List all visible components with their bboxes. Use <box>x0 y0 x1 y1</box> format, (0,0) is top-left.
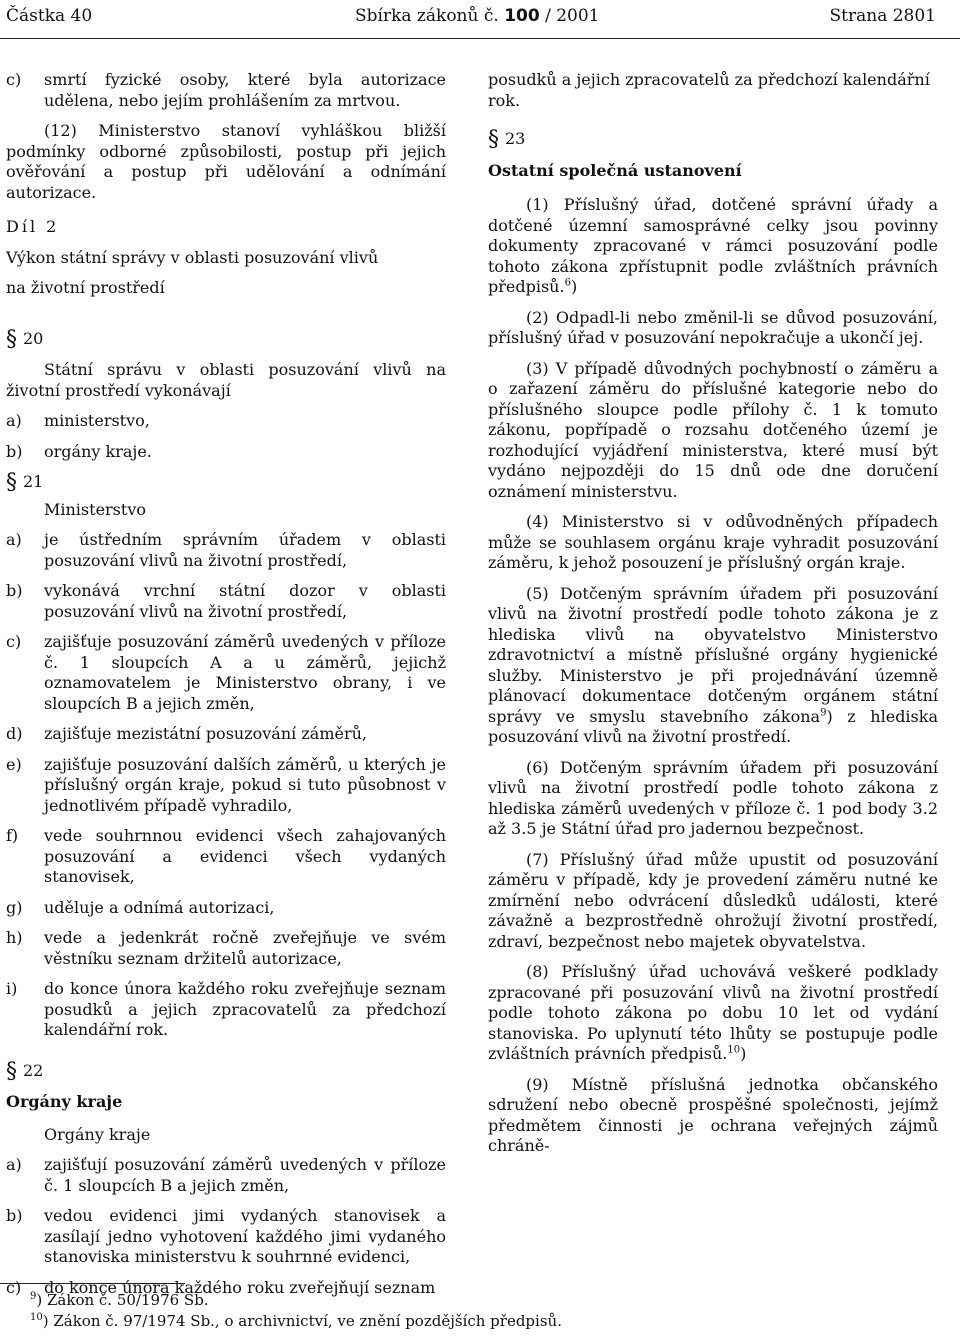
item-text: je ústředním správním úřadem v oblasti posuzování vlivů na životní prostředí, <box>44 530 446 570</box>
item-text: vede souhrnnou evidenci všech zahajovaných posuzování a evidenci všech vydaných stanovisek, <box>44 826 446 886</box>
item-label: e) <box>6 754 22 774</box>
item-label: c) <box>6 70 22 89</box>
page-header <box>0 0 960 30</box>
item-label: f) <box>6 826 19 845</box>
section-22-heading <box>6 1058 446 1084</box>
list-item <box>6 581 446 622</box>
paragraph-5-tail: ) z hlediska posuzování vlivů na životní prostředí. <box>488 706 938 746</box>
paragraph-1-tail: ) <box>570 277 578 296</box>
section-23-title: Ostatní společná ustanovení <box>488 160 742 180</box>
item-label: d) <box>6 724 23 743</box>
section-symbol: § <box>6 470 17 495</box>
item-text: smrtí fyzické osoby, které byla autorizace udělena, nebo jejím prohlášením za mrtvou. <box>44 70 446 110</box>
section-21-intro: Ministerstvo <box>44 499 146 519</box>
list-item <box>6 632 446 714</box>
paragraph-9: (9) Místně příslušná jednotka občanského sdružení nebo obecně prospěšné společnosti, jejímž předmětem činnosti je ochrana veřejných zájmů chráně- <box>488 1074 938 1155</box>
section-number: 22 <box>23 1060 44 1080</box>
item-label: b) <box>6 581 23 600</box>
part-subtitle-line2: na životní prostředí <box>6 278 165 297</box>
collection-title <box>355 6 600 26</box>
issue-number: Částka 40 <box>6 6 93 26</box>
footnotes <box>30 1290 562 1332</box>
footnote-ref: 6 <box>564 277 571 289</box>
paragraph-6: (6) Dotčeným správním úřadem při posuzování vlivů na životní prostředí podle tohoto zákona z hlediska záměrů uvedených v příloze č. 1 pod body 3.2 až 3.5 je Státní úřad pro jadernou bezpečnost. <box>488 757 938 838</box>
paragraph-5-text: (5) Dotčeným správním úřadem při posuzování vlivů na životní prostředí podle tohoto zákona je z hlediska vlivů na obyvatelstvo Ministerstvo zdravotnictví a místně příslušné orgány hygienické služby. Ministerstvo je při projednávání územně plánovací dokumentace dotčeným orgánem státní správy ve smyslu stavebního zákona <box>488 583 938 726</box>
collection-year: / 2001 <box>539 6 600 26</box>
list-item <box>6 1206 446 1268</box>
item-text: vedou evidenci jimi vydaných stanovisek a zasílají jedno vyhotovení každého jimi vydaného stanoviska ministerstvu k souhrnné evidenci, <box>44 1206 446 1266</box>
section-number: 21 <box>23 472 44 491</box>
paragraph-1 <box>488 195 938 298</box>
part-subtitle-line1: Výkon státní správy v oblasti posuzování vlivů <box>6 247 379 267</box>
section-number: 23 <box>505 129 526 148</box>
header-divider <box>0 38 960 39</box>
part-title: Díl 2 <box>6 217 60 236</box>
item-label: c) <box>6 1277 22 1297</box>
paragraph-5 <box>488 584 938 748</box>
item-label: a) <box>6 530 22 549</box>
list-item <box>6 826 446 888</box>
list-item <box>6 1155 446 1196</box>
item-label: i) <box>6 979 18 998</box>
collection-prefix: Sbírka zákonů č. <box>355 6 505 26</box>
item-label: c) <box>6 632 22 651</box>
item-label: h) <box>6 928 23 947</box>
paragraph-8 <box>488 962 938 1065</box>
item-label: g) <box>6 897 23 917</box>
footnote-text: ) Zákon č. 50/1976 Sb. <box>36 1291 209 1309</box>
section-symbol: § <box>6 326 17 352</box>
item-text: zajišťují posuzování záměrů uvedených v příloze č. 1 sloupcích B a jejich změn, <box>44 1155 446 1195</box>
list-item <box>6 411 446 432</box>
footnote-ref: 9 <box>820 707 827 719</box>
continued-text: posudků a jejich zpracovatelů za předchozí kalendářní rok. <box>488 70 930 110</box>
section-symbol: § <box>6 1058 17 1084</box>
footnote-10 <box>30 1311 562 1332</box>
item-text: zajišťuje mezistátní posuzování záměrů, <box>44 724 367 743</box>
item-text: ministerstvo, <box>44 411 150 430</box>
left-column <box>6 70 446 1308</box>
section-number: 20 <box>23 328 44 348</box>
paragraph-4: (4) Ministerstvo si v odůvodněných případech může se souhlasem orgánu kraje vyhradit posuzování záměru, k jehož posouzení je příslušný orgán kraje. <box>488 512 938 572</box>
list-item <box>6 530 446 571</box>
item-label: a) <box>6 411 22 430</box>
section-20-heading <box>6 326 446 352</box>
footnote-number: 10 <box>30 1312 43 1323</box>
item-text: vede a jedenkrát ročně zveřejňuje ve svém věstníku seznam držitelů autorizace, <box>44 928 446 968</box>
item-text: orgány kraje. <box>44 441 152 461</box>
item-text: zajišťuje posuzování dalších záměrů, u kterých je příslušný orgán kraje, pokud si tuto působnost v jednotlivém případě vyhradilo, <box>44 754 446 815</box>
collection-number: 100 <box>504 6 540 26</box>
item-label: b) <box>6 441 23 461</box>
list-item <box>6 724 446 745</box>
section-21-heading <box>6 472 446 494</box>
item-text: do konce února každého roku zveřejňuje seznam posudků a jejich zpracovatelů za předchozí kalendářní rok. <box>44 979 446 1039</box>
paragraph-2: (2) Odpadl-li nebo změnil-li se důvod posuzování, příslušný úřad v posuzování nepokračuje a ukončí jej. <box>488 307 938 347</box>
paragraph-8-text: (8) Příslušný úřad uchovává veškeré podklady zpracované při posuzování vlivů na životní prostředí podle tohoto zákona po dobu 10 let od vydání stanoviska. Po uplynutí této lhůty se postupuje podle zvláštních právních předpisů. <box>488 962 938 1063</box>
section-symbol: § <box>488 127 499 152</box>
item-label: b) <box>6 1206 23 1225</box>
item-label: a) <box>6 1155 22 1174</box>
paragraph-8-tail: ) <box>740 1044 747 1063</box>
list-item <box>6 755 446 817</box>
list-item <box>6 979 446 1041</box>
item-text: vykonává vrchní státní dozor v oblasti posuzování vlivů na životní prostředí, <box>44 581 446 621</box>
section-23-heading <box>488 129 938 151</box>
paragraph-1-text: (1) Příslušný úřad, dotčené správní úřady a dotčené územní samosprávné celky jsou povinny dokumenty zpracované v rámci posuzování podle tohoto zákona zpřístupnit podle zvláštních právních předpisů. <box>488 195 938 296</box>
footnote-ref: 10 <box>727 1044 741 1056</box>
right-column <box>488 70 938 1167</box>
section-22-intro: Orgány kraje <box>44 1124 151 1144</box>
item-text: uděluje a odnímá autorizaci, <box>44 897 275 917</box>
section-22-title: Orgány kraje <box>6 1092 123 1111</box>
list-item <box>6 442 446 463</box>
list-item <box>6 70 446 111</box>
footnote-number: 9 <box>30 1291 37 1302</box>
list-item <box>6 898 446 919</box>
item-text: zajišťuje posuzování záměrů uvedených v příloze č. 1 sloupcích A a u záměrů, jejichž oznamovatelem je Ministerstvo obrany, i ve sloupcích B a jejich změn, <box>44 632 446 713</box>
footnote-text: ) Zákon č. 97/1974 Sb., o archivnictví, ve znění pozdějších předpisů. <box>42 1312 562 1330</box>
footnote-divider <box>0 1283 185 1284</box>
page-number: Strana 2801 <box>829 6 936 26</box>
footnote-9 <box>30 1290 562 1311</box>
paragraph-7: (7) Příslušný úřad může upustit od posuzování záměru v případě, kdy je provedení záměru nutné ke zmírnění nebo odvrácení důsledků události, které závažně a bezprostředně ohrožují životní prostředí, zdraví, bezpečnost nebo majetek obyvatelstva. <box>488 849 938 951</box>
item-text: do konce února každého roku zveřejňují seznam <box>44 1277 436 1297</box>
section-20-intro: Státní správu v oblasti posuzování vlivů na životní prostředí vykonávají <box>6 360 446 400</box>
paragraph-3: (3) V případě důvodných pochybností o záměru a o zařazení záměru do příslušné kategorie nebo do příslušného sloupce podle přílohy č. 1 k tomuto zákonu, popřípadě o rozsahu dotčeného území je rozhodující vyjádření ministerstva, které musí být vydáno nejpozději do 15 dnů ode dne doručení oznámení ministerstvu. <box>488 358 938 501</box>
list-item <box>6 928 446 969</box>
paragraph-12: (12) Ministerstvo stanoví vyhláškou bližší podmínky odborné způsobilosti, postup při jejich ověřování a postup při udělování a odnímání autorizace. <box>6 121 446 202</box>
